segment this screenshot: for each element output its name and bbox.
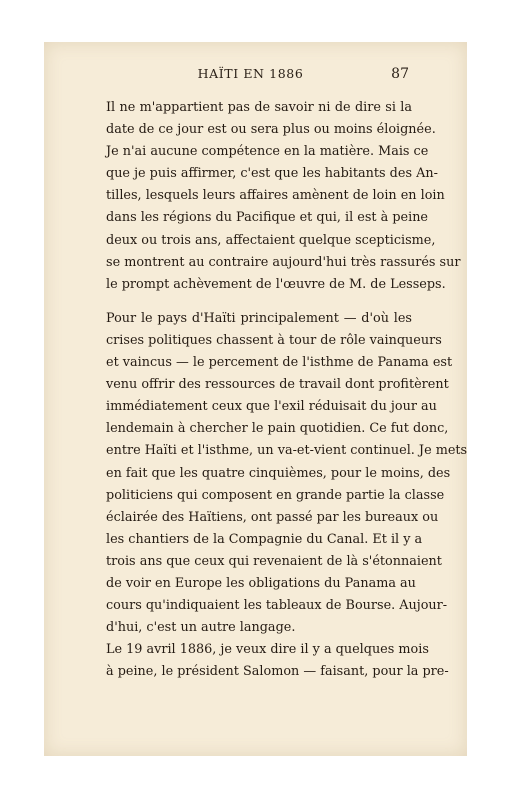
text-line: que je puis affirmer, c'est que les habitants des An- [106, 166, 438, 182]
body-text [106, 97, 468, 683]
text-line: trois ans que ceux qui revenaient de là s'étonnaient [106, 553, 442, 569]
text-line: le prompt achèvement de l'œuvre de M. de Lesseps. [106, 276, 446, 292]
text-line: Pour le pays d'Haïti principalement — d'où les [106, 310, 412, 326]
text-line: politiciens qui composent en grande partie la classe [106, 487, 445, 503]
text-line: deux ou trois ans, affectaient quelque scepticisme, [106, 232, 436, 248]
text-line: lendemain à chercher le pain quotidien. Ce fut donc, [106, 421, 449, 437]
paragraph-gap [106, 296, 412, 308]
text-line: se montrent au contraire aujourd'hui très rassurés sur [106, 254, 461, 270]
text-line: date de ce jour est ou sera plus ou moins éloignée. [106, 122, 436, 138]
text-line: venu offrir des ressources de travail dont profitèrent [106, 377, 449, 393]
text-line: de voir en Europe les obligations du Panama au [106, 575, 416, 591]
text-line: crises politiques chassent à tour de rôle vainqueurs [106, 332, 442, 348]
page-header [92, 66, 409, 86]
text-line: dans les régions du Pacifique et qui, il est à peine [106, 210, 429, 226]
text-line: à peine, le président Salomon — faisant, pour la pre- [106, 664, 449, 680]
page-number: 87 [391, 66, 409, 82]
text-line: Le 19 avril 1886, je veux dire il y a quelques mois [106, 642, 429, 658]
text-line: Je n'ai aucune compétence en la matière. Mais ce [106, 144, 429, 160]
book-page [44, 42, 467, 756]
text-line: Il ne m'appartient pas de savoir ni de dire si la [106, 100, 412, 115]
text-line: éclairée des Haïtiens, ont passé par les bureaux ou [106, 509, 439, 525]
paragraph-2 [106, 308, 468, 639]
text-line: les chantiers de la Compagnie du Canal. Et il y a [106, 531, 423, 547]
paragraph-1 [106, 97, 461, 296]
text-line: en fait que les quatre cinquièmes, pour le moins, des [106, 465, 451, 481]
text-line: d'hui, c'est un autre langage. [106, 620, 296, 636]
text-line: tilles, lesquels leurs affaires amènent de loin en loin [106, 188, 445, 204]
paragraph-3 [106, 639, 449, 683]
text-line: cours qu'indiquaient les tableaux de Bourse. Aujour- [106, 598, 448, 614]
text-line: et vaincus — le percement de l'isthme de Panama est [106, 355, 453, 371]
text-line: entre Haïti et l'isthme, un va-et-vient continuel. Je mets [106, 443, 468, 459]
text-line: immédiatement ceux que l'exil réduisait du jour au [106, 399, 437, 415]
running-title: HAÏTI EN 1886 [197, 66, 304, 81]
